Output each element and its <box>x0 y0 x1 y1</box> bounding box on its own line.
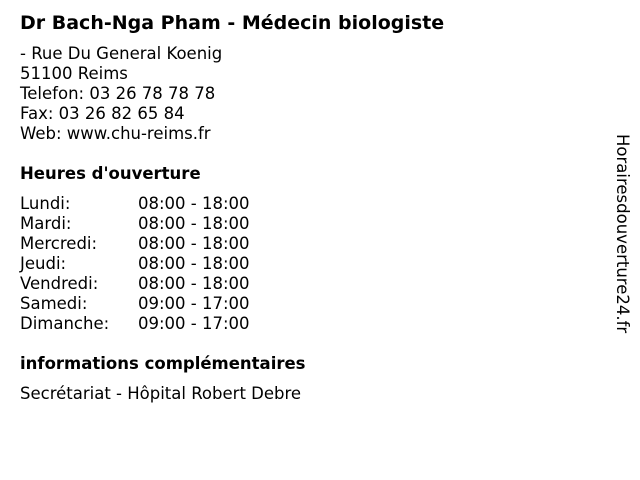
hours-row-saturday <box>20 294 250 314</box>
hours-day: Lundi: <box>20 194 71 213</box>
page-title: Dr Bach-Nga Pham - Médecin biologiste <box>20 12 445 34</box>
site-watermark: Horairesdouverture24.fr <box>613 134 632 334</box>
hours-row-wednesday <box>20 234 250 254</box>
additional-info-heading: informations complémentaires <box>20 354 306 373</box>
address-city: 51100 Reims <box>20 64 128 83</box>
address-street: - Rue Du General Koenig <box>20 44 223 63</box>
hours-row-tuesday <box>20 214 250 234</box>
hours-time: 08:00 - 18:00 <box>138 194 250 213</box>
hours-time: 08:00 - 18:00 <box>138 214 250 233</box>
hours-day: Mardi: <box>20 214 72 233</box>
hours-row-friday <box>20 274 250 294</box>
hours-day: Mercredi: <box>20 234 98 253</box>
website-link[interactable]: Web: www.chu-reims.fr <box>20 124 211 143</box>
hours-time: 09:00 - 17:00 <box>138 294 250 313</box>
hours-day: Samedi: <box>20 294 88 313</box>
hours-row-sunday <box>20 314 250 334</box>
hours-time: 08:00 - 18:00 <box>138 274 250 293</box>
hours-day: Jeudi: <box>20 254 67 273</box>
hours-row-monday <box>20 194 250 214</box>
hours-time: 09:00 - 17:00 <box>138 314 250 333</box>
hours-day: Dimanche: <box>20 314 110 333</box>
hours-time: 08:00 - 18:00 <box>138 254 250 273</box>
opening-hours-heading: Heures d'ouverture <box>20 164 201 183</box>
address-block <box>20 44 222 144</box>
additional-info-text: Secrétariat - Hôpital Robert Debre <box>20 384 302 403</box>
fax-number: Fax: 03 26 82 65 84 <box>20 104 185 123</box>
hours-day: Vendredi: <box>20 274 99 293</box>
phone-number[interactable]: Telefon: 03 26 78 78 78 <box>20 84 216 103</box>
hours-row-thursday <box>20 254 250 274</box>
hours-time: 08:00 - 18:00 <box>138 234 250 253</box>
opening-hours-table <box>20 194 250 334</box>
